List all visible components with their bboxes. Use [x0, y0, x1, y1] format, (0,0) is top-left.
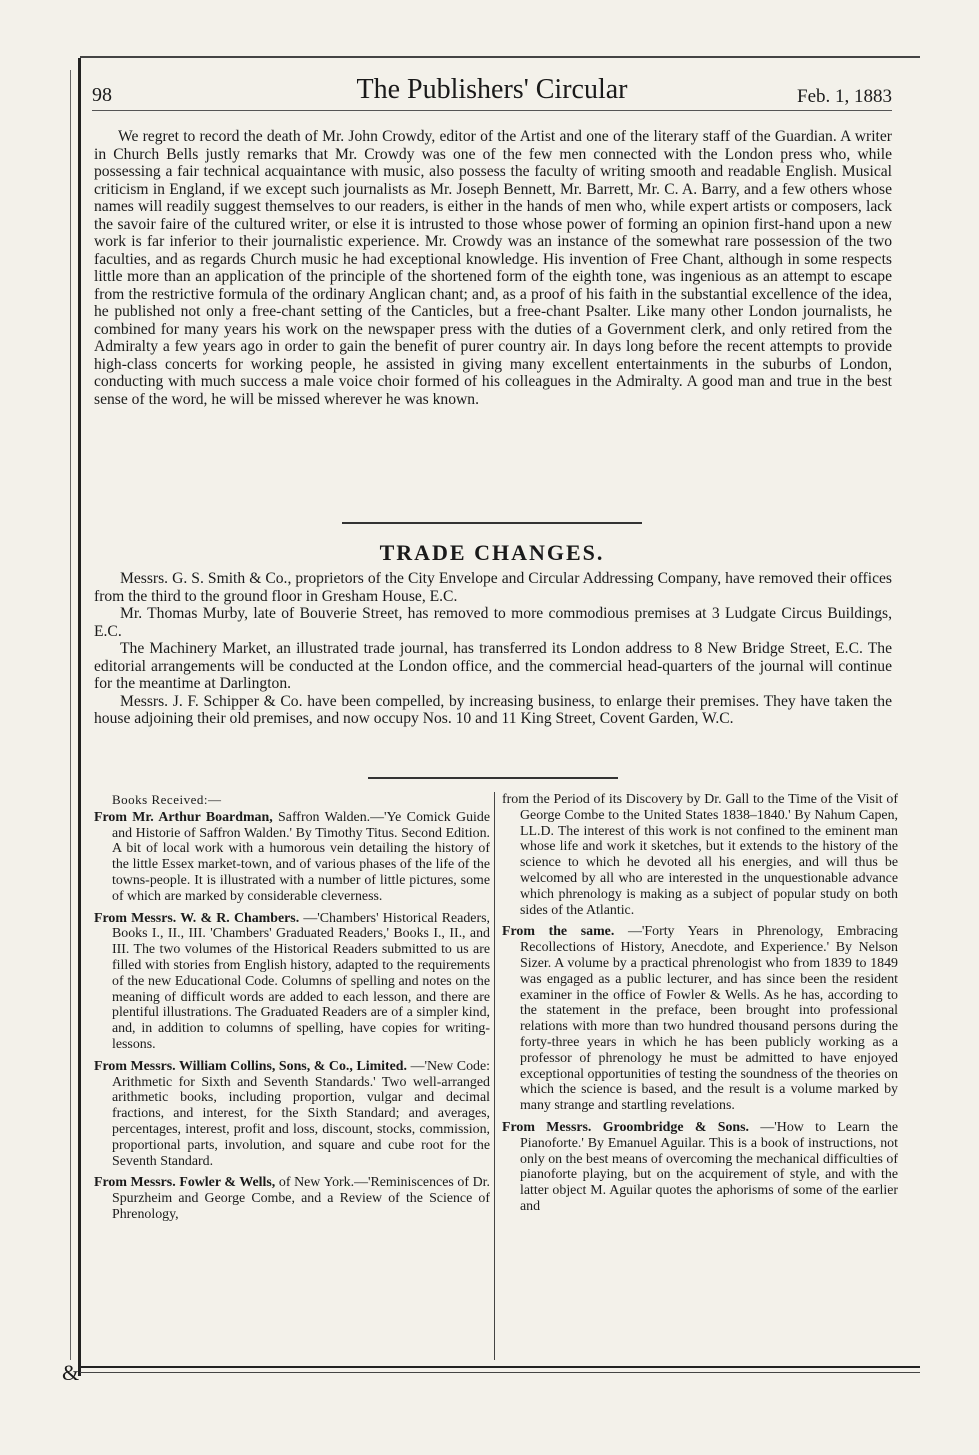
right-column	[502, 792, 898, 1360]
left-column	[94, 792, 490, 1360]
book-description: —'Forty Years in Phrenology, Embracing Recollections of History, Anecdote, and Experience.' By Nelson Sizer. A volume by a practical phrenologist who from 1839 to 1849 was engaged as a public lecturer, and has since been the resident examiner in the office of Fowler & Wells. As he has, according to the statement in the preface, been brought into professional relations with more than two hundred thousand persons during the forty-three years in which he has been publicly working as a professor of phrenology he must be admitted to have enjoyed exceptional opportunities of testing the soundness of the theories on which the science is based, and the result is a volume marked by many strange and startling revelations.	[520, 924, 898, 1114]
book-description: Saffron Walden.—'Ye Comick Guide and Historie of Saffron Walden.' By Timothy Titus. Second Edition. A bit of local work with a humorous vein detailing the history of the little Essex market-town, and of various phases of the life of the towns-people. It is illustrated with a number of little pictures, some of which are marked by considerable cleverness.	[112, 809, 490, 904]
book-source: From Mr. Arthur Boardman,	[94, 809, 273, 825]
book-entry	[94, 1059, 490, 1170]
trade-changes-body	[94, 570, 892, 728]
book-entry	[94, 911, 490, 1053]
header-rule	[92, 110, 892, 111]
column-divider	[494, 792, 495, 1360]
book-description: —'New Code: Arithmetic for Sixth and Seventh Standards.' Two well-arranged arithmetic books, including proportion, vulgar and decimal fractions, and interest, for the Sixth Standard; and averages, percentages, interest, profit and loss, discount, stocks, commission, proportional parts, involution, and square and cube root for the Seventh Standard.	[112, 1058, 490, 1169]
book-entry	[502, 924, 898, 1114]
trade-paragraph: Mr. Thomas Murby, late of Bouverie Street, has removed to more commodious premises at 3 Ludgate Circus Buildings, E.C.	[94, 605, 892, 640]
top-rule	[80, 56, 920, 58]
book-description: —'Chambers' Historical Readers, Books I., II., III. 'Chambers' Graduated Readers,' Books I., II., and III. The two volumes of the Historical Readers submitted to us are filled with stories from English history, adapted to the requirements of the new Educational Code. Columns of spelling and notes on the meaning of difficult words are added to each lesson, and there are plentiful illustrations. The Graduated Readers are of a simpler kind, and, in addition to columns of spelling, have copies for writing-lessons.	[112, 910, 490, 1052]
book-source: From Messrs. William Collins, Sons, & Co., Limited.	[94, 1058, 407, 1074]
ampersand-ornament: &	[62, 1360, 80, 1385]
book-entry	[94, 810, 490, 905]
book-description: —'How to Learn the Pianoforte.' By Emanuel Aguilar. This is a book of instructions, not only on the best means of overcoming the mechanical difficulties of pianoforte playing, but on the acquirement of style, and with the latter object M. Aguilar quotes the aphorisms of some of the earlier and	[520, 1119, 898, 1214]
trade-paragraph: Messrs. G. S. Smith & Co., proprietors of the City Envelope and Circular Addressing Company, have removed their offices from the third to the ground floor in Gresham House, E.C.	[94, 570, 892, 605]
obituary-paragraph: We regret to record the death of Mr. John Crowdy, editor of the Artist and one of the literary staff of the Guardian. A writer in Church Bells justly remarks that Mr. Crowdy was one of the few men connected with the London press who, while possessing a fair technical acquaintance with music, also possess the faculty of writing smooth and readable English. Musical criticism in England, if we except such journalists as Mr. Joseph Bennett, Mr. Barrett, Mr. C. A. Barry, and a few others whose names will readily suggest themselves to our readers, is either in the hands of men who, while expert artists or composers, lack the savoir faire of the cultured writer, or else it is intrusted to those whose power of forming an opinion first-hand upon a new work is far inferior to their journalistic experience. Mr. Crowdy was an instance of the somewhat rare possession of the two faculties, and as regards Church music he had exceptional knowledge. His invention of Free Chant, although in some respects little more than an application of the principle of the shortened form of the eighth tone, was ingenious as an attempt to escape from the restrictive formula of the ordinary Anglican chant; and, as a proof of his faith in the substantial excellence of the idea, he published not only a free-chant setting of the Canticles, but a free-chant Psalter. Like many other London journalists, he combined for many years his work on the newspaper press with the duties of a Government clerk, and only retired from the Admiralty a few years ago in order to gain the benefit of purer country air. In days long before the recent attempts to provide high-class concerts for working people, he assisted in giving many excellent entertainments in the suburbs of London, conducting with much success a male voice choir formed of his colleagues in the Admiralty. A good man and true in the best sense of the word, he will be missed wherever he was known.	[94, 128, 892, 408]
left-rule	[78, 58, 81, 1376]
trade-changes-heading: TRADE CHANGES.	[379, 540, 605, 565]
book-description: from the Period of its Discovery by Dr. Gall to the Time of the Visit of George Combe to the United States 1838–1840.' By Nahum Capen, LL.D. The interest of this work is not confined to the eminent man whose life and work it sketches, but it extends to the history of the science to which he devoted all his energies, and will thus be welcomed by all who are interested in the unquestionable advance which phrenology is making as a subject of popular study on both sides of the Atlantic.	[502, 792, 898, 918]
book-entry	[502, 792, 898, 918]
books-received-columns	[94, 792, 898, 1360]
book-source: From Messrs. W. & R. Chambers.	[94, 910, 300, 926]
books-received-heading: Books Received:—	[112, 792, 222, 807]
section-separator	[342, 522, 642, 524]
journal-title: The Publishers' Circular	[356, 74, 628, 105]
obituary-article	[94, 128, 892, 408]
book-source: From Messrs. Fowler & Wells,	[94, 1175, 276, 1191]
issue-date: Feb. 1, 1883	[797, 86, 892, 107]
book-source: From Messrs. Groombridge & Sons.	[502, 1119, 750, 1135]
trade-paragraph: The Machinery Market, an illustrated trade journal, has transferred its London address to 8 New Bridge Street, E.C. The editorial arrangements will be conducted at the London office, and the commercial head-quarters of the journal will continue for the meantime at Darlington.	[94, 640, 892, 692]
page-number: 98	[92, 84, 112, 106]
trade-paragraph: Messrs. J. F. Schipper & Co. have been compelled, by increasing business, to enlarge their premises. They have taken the house adjoining their old premises, and now occupy Nos. 10 and 11 King Street, Covent Garden, W.C.	[94, 692, 892, 727]
running-header	[92, 74, 892, 108]
section-separator	[368, 777, 618, 779]
left-margin-line	[70, 70, 71, 1360]
bottom-rule	[80, 1366, 920, 1373]
book-entry	[502, 1120, 898, 1215]
book-entry	[94, 1175, 490, 1222]
book-description: of New York.—'Reminiscences of Dr. Spurzheim and George Combe, and a Review of the Science of Phrenology,	[112, 1175, 490, 1222]
book-source: From the same.	[502, 924, 615, 940]
